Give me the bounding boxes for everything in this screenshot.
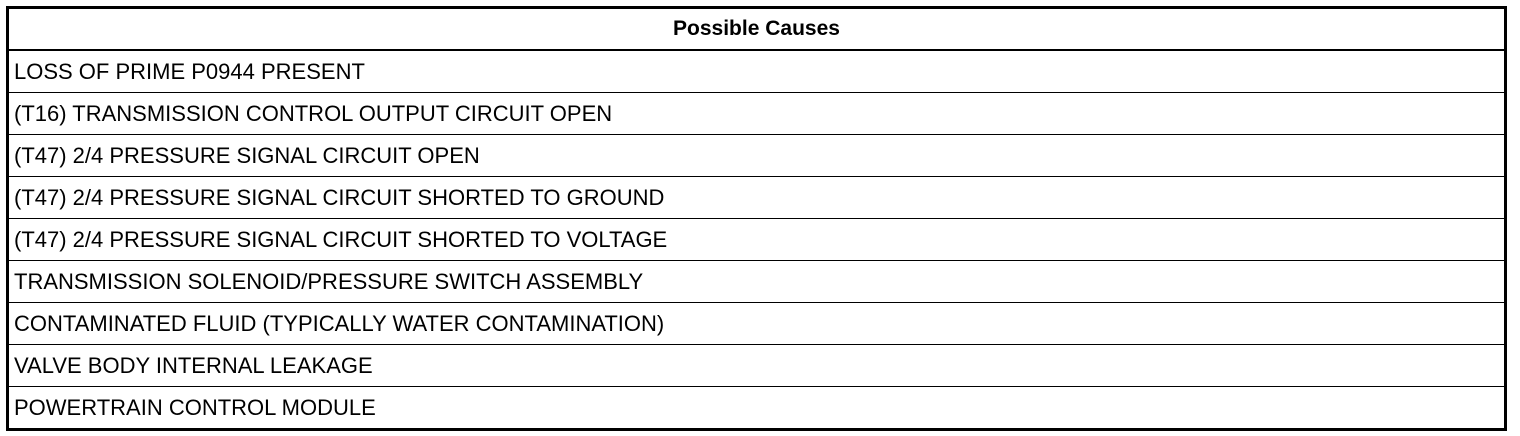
cause-cell: TRANSMISSION SOLENOID/PRESSURE SWITCH ASSEMBLY [8,261,1506,303]
table-row [8,50,1506,93]
cause-cell: LOSS OF PRIME P0944 PRESENT [14,58,365,84]
table-row [8,303,1506,345]
cause-cell: (T47) 2/4 PRESSURE SIGNAL CIRCUIT SHORTED TO VOLTAGE [8,219,1506,261]
table-row [8,219,1506,261]
cause-cell: VALVE BODY INTERNAL LEAKAGE [8,345,1506,387]
cause-cell: (T16) TRANSMISSION CONTROL OUTPUT CIRCUIT OPEN [8,93,1506,135]
table-row [8,93,1506,135]
cause-cell: (T47) 2/4 PRESSURE SIGNAL CIRCUIT SHORTED TO GROUND [8,177,1506,219]
table-row [8,177,1506,219]
possible-causes-table [6,6,1507,431]
cause-cell: CONTAMINATED FLUID (TYPICALLY WATER CONTAMINATION) [8,303,1506,345]
table-row [8,135,1506,177]
table-row [8,261,1506,303]
cause-cell: (T47) 2/4 PRESSURE SIGNAL CIRCUIT OPEN [8,135,1506,177]
table-header-possible-causes: Possible Causes [8,8,1506,51]
table-header-row [8,8,1506,51]
cause-cell: POWERTRAIN CONTROL MODULE [8,387,1506,430]
table-row [8,387,1506,430]
table-row [8,345,1506,387]
